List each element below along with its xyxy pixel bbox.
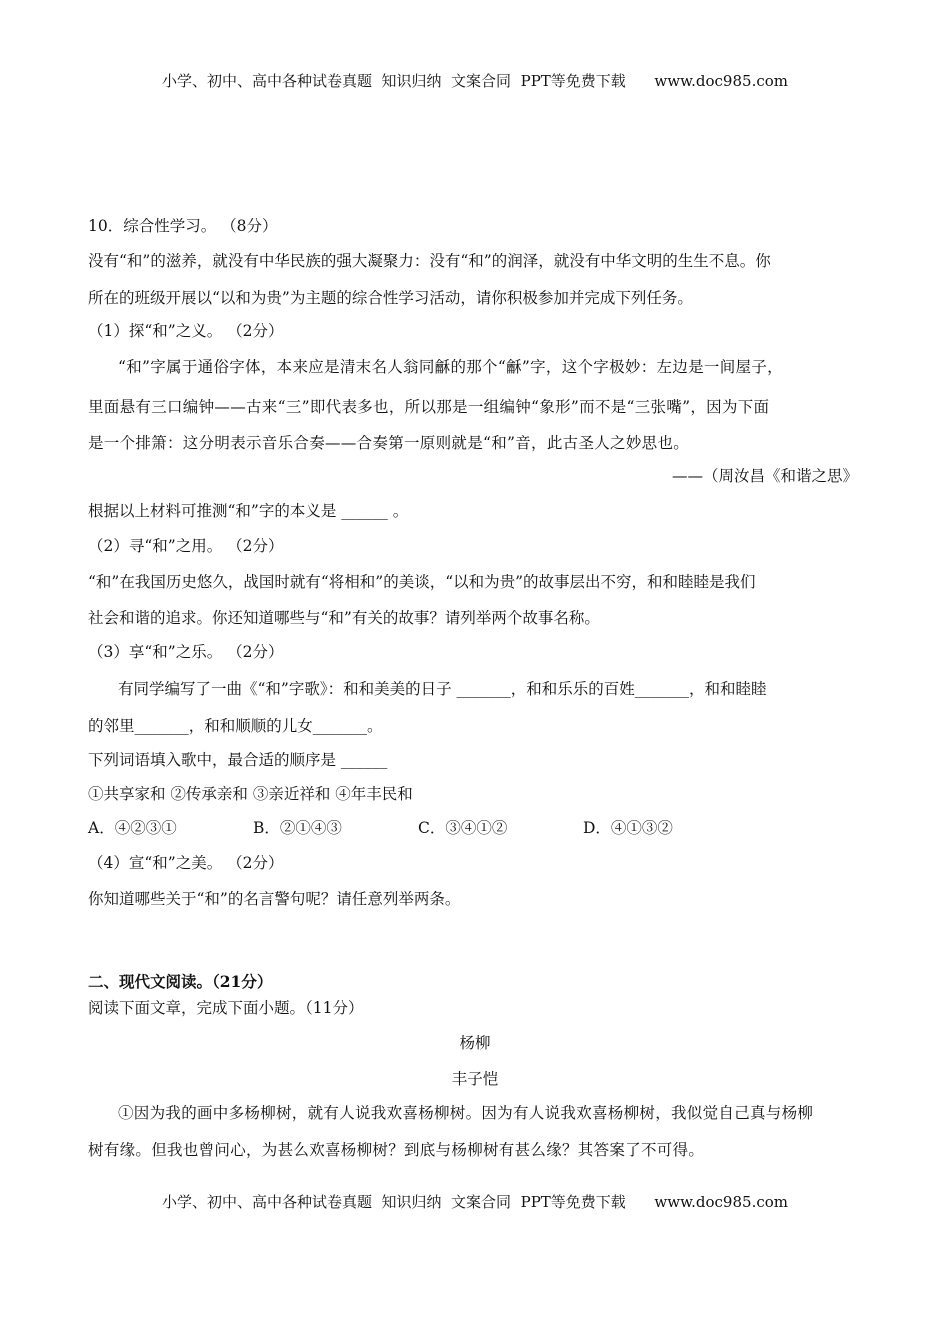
q10-part1-source: ——（周汝昌《和谐之思》 [671, 467, 858, 485]
section2-intro: 阅读下面文章，完成下面小题。（11分） [88, 999, 364, 1017]
option-c[interactable]: C．③④①② [418, 819, 508, 837]
option-d[interactable]: D．④①③② [583, 819, 673, 837]
q10-intro-line-1: 没有“和”的滋养，就没有中华民族的强大凝聚力：没有“和”的润泽，就没有中华文明的生生不息。你 [88, 252, 771, 270]
q10-part1-question: 根据以上材料可推测“和”字的本义是 ______ 。 [88, 502, 409, 520]
article-paragraph-1-line-2: 树有缘。但我也曾问心，为甚么欢喜杨柳树？到底与杨柳树有甚么缘？其答案了不可得。 [88, 1141, 705, 1159]
option-a[interactable]: A．④②③① [88, 819, 177, 837]
q10-part1-passage-line-3: 是一个排箫：这分明表示音乐合奏——合奏第一原则就是“和”音，此古圣人之妙思也。 [88, 434, 690, 452]
q10-part1-passage-line-1: “和”字属于通俗字体，本来应是清末名人翁同龢的那个“龢”字，这个字极妙：左边是一间屋子， [118, 358, 783, 376]
q10-part2-title: （2）寻“和”之用。 （2分） [88, 537, 284, 555]
page-header: 小学、初中、高中各种试卷真题 知识归纳 文案合同 PPT等免费下载 www.doc985.com [161, 72, 788, 90]
q10-part3-word-list: ①共享家和 ②传承亲和 ③亲近祥和 ④年丰民和 [88, 785, 413, 803]
article-title: 杨柳 [459, 1034, 491, 1052]
q10-part2-line-1: “和”在我国历史悠久，战国时就有“将相和”的美谈，“以和为贵”的故事层出不穷，和和睦睦是我们 [88, 573, 756, 591]
section2-title: 二、现代文阅读。（21分） [88, 972, 273, 991]
q10-part3-question: 下列词语填入歌中，最合适的顺序是 ______ [88, 751, 388, 769]
option-b[interactable]: B．②①④③ [253, 819, 342, 837]
article-paragraph-1-line-1: ①因为我的画中多杨柳树，就有人说我欢喜杨柳树。因为有人说我欢喜杨柳树，我似觉自己真与杨柳 [118, 1104, 814, 1122]
q10-part2-line-2: 社会和谐的追求。你还知道哪些与“和”有关的故事？请列举两个故事名称。 [88, 609, 600, 627]
q10-part4-question: 你知道哪些关于“和”的名言警句呢？请任意列举两条。 [88, 890, 461, 908]
q10-part3-song-line-2: 的邻里_______，和和顺顺的儿女_______。 [88, 717, 383, 735]
q10-part3-title: （3）享“和”之乐。 （2分） [88, 643, 284, 661]
page-footer: 小学、初中、高中各种试卷真题 知识归纳 文案合同 PPT等免费下载 www.doc985.com [161, 1193, 788, 1211]
q10-part1-title: （1）探“和”之义。 （2分） [88, 322, 284, 340]
q10-part3-song-line-1: 有同学编写了一曲《“和”字歌》：和和美美的日子 _______，和和乐乐的百姓_______，和和睦睦 [118, 680, 767, 698]
q10-title: 10．综合性学习。 （8分） [88, 217, 278, 235]
q10-part4-title: （4）宣“和”之美。 （2分） [88, 854, 284, 872]
article-author: 丰子恺 [451, 1070, 499, 1088]
q10-part1-passage-line-2: 里面悬有三口编钟——古来“三”即代表多也，所以那是一组编钟“象形”而不是“三张嘴”，因为下面 [88, 398, 770, 416]
q10-intro-line-2: 所在的班级开展以“以和为贵”为主题的综合性学习活动，请你积极参加并完成下列任务。 [88, 289, 693, 307]
